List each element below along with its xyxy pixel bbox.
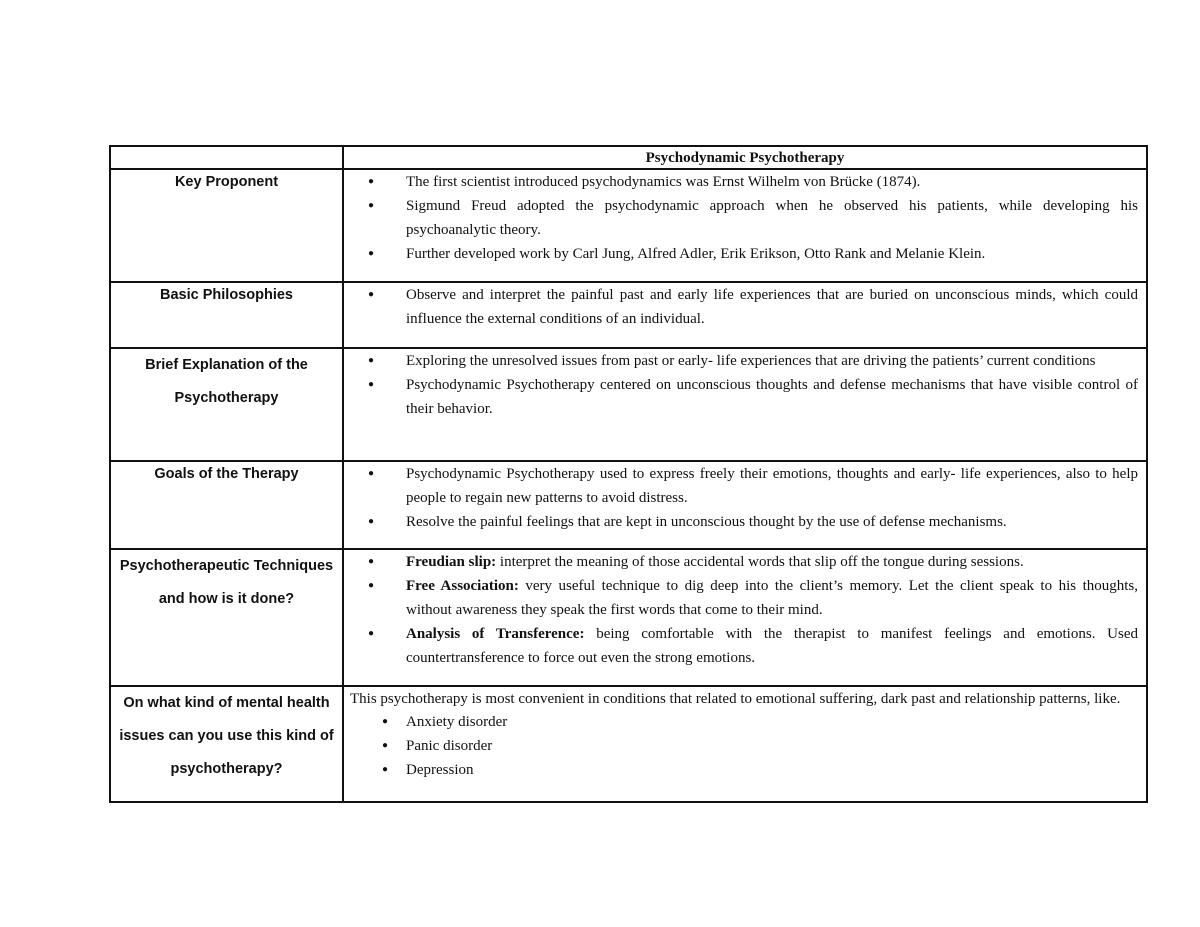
list-item: ● Depression (344, 758, 1146, 782)
row-brief-explanation (110, 348, 1147, 461)
term-text: interpret the meaning of those accidental words that slip off the tongue during sessions. (496, 554, 1024, 570)
list-item: ● Psychodynamic Psychotherapy centered on unconscious thoughts and defense mechanisms that have visible control of their behavior. (344, 373, 1138, 421)
bullet-list (344, 462, 1146, 534)
row-content-cell (343, 686, 1147, 802)
row-label-cell (110, 461, 343, 549)
list-item (344, 550, 1138, 574)
list-item: ● Psychodynamic Psychotherapy used to express freely their emotions, thoughts and early- life experiences, also to help people to regain new patterns to avoid distress. (344, 462, 1138, 510)
term-label: Freudian slip: (406, 554, 497, 570)
list-item (344, 574, 1138, 622)
row-label: Goals of the Therapy (154, 466, 299, 482)
term-text: very useful technique to dig deep into the client’s memory. Let the client speak to his thoughts, without awareness they speak the first words that come to their mind. (406, 578, 1138, 618)
header-row (110, 146, 1147, 169)
list-item: ● The first scientist introduced psychodynamics was Ernst Wilhelm von Brücke (1874). (344, 170, 1138, 194)
row-content-cell (343, 169, 1147, 282)
row-content-cell (343, 461, 1147, 549)
row-goals (110, 461, 1147, 549)
row-label-cell (110, 686, 343, 802)
list-item: ● Anxiety disorder (344, 710, 1146, 734)
psychotherapy-table (109, 145, 1148, 803)
term-label: Analysis of Transference: (406, 626, 585, 642)
list-item: ● Panic disorder (344, 734, 1146, 758)
row-basic-philosophies (110, 282, 1147, 348)
list-item (344, 622, 1138, 670)
bullet-list (344, 170, 1146, 266)
term-text: being comfortable with the therapist to manifest feelings and emotions. Used countertransference to force out even the strong emotions. (406, 626, 1139, 666)
header-title-cell (343, 146, 1147, 169)
row-techniques (110, 549, 1147, 686)
list-item: ● Further developed work by Carl Jung, Alfred Adler, Erik Erikson, Otto Rank and Melanie Klein. (344, 242, 1138, 266)
row-label: On what kind of mental health issues can you use this kind of psychotherapy? (119, 695, 334, 777)
row-mental-health (110, 686, 1147, 802)
row-key-proponent (110, 169, 1147, 282)
row-label-cell (110, 169, 343, 282)
bullet-list (344, 349, 1146, 421)
row-label: Key Proponent (174, 174, 279, 190)
list-item: ● Observe and interpret the painful past and early life experiences that are buried on unconscious minds, which could influence the external conditions of an individual. (344, 283, 1138, 331)
row-label-cell (110, 282, 343, 348)
list-item: ● Sigmund Freud adopted the psychodynamic approach when he observed his patients, while developing his psychoanalytic theory. (344, 194, 1138, 242)
row-label: Basic Philosophies (160, 287, 293, 303)
row-content-cell (343, 549, 1147, 686)
header-empty-cell (110, 146, 343, 169)
row-label-cell (110, 348, 343, 461)
table-title: Psychodynamic Psychotherapy (645, 150, 845, 166)
term-label: Free Association: (406, 578, 519, 594)
row-content-cell (343, 348, 1147, 461)
bullet-list (344, 283, 1146, 331)
row-label: Psychotherapeutic Techniques and how is it done? (119, 558, 334, 607)
row-label: Brief Explanation of the Psychotherapy (145, 357, 308, 406)
bullet-list (344, 550, 1146, 670)
row-label-cell (110, 549, 343, 686)
list-item: ● Resolve the painful feelings that are kept in unconscious thought by the use of defense mechanisms. (344, 510, 1138, 534)
intro-text: This psychotherapy is most convenient in conditions that related to emotional suffering, dark past and relationship patterns, like. (350, 691, 1121, 707)
row-content-cell (343, 282, 1147, 348)
bullet-list (344, 710, 1146, 782)
list-item: ● Exploring the unresolved issues from past or early- life experiences that are driving the patients’ current conditions (344, 349, 1138, 373)
